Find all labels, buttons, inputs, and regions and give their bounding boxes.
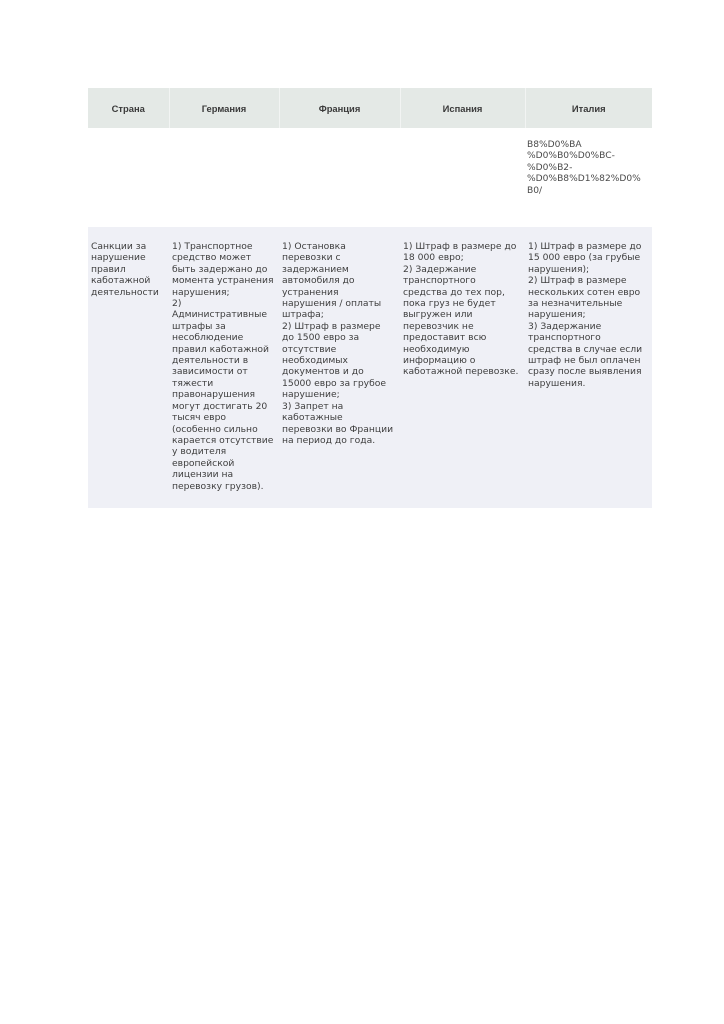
text-line: правонарушения (172, 389, 255, 401)
text-line: штрафы за (172, 320, 226, 332)
text-line: задержанием (282, 263, 349, 275)
text-line: информацию о (403, 355, 476, 367)
row-label-sanctions (88, 227, 169, 508)
text-line: нарушения / оплаты (282, 298, 382, 310)
text-line: 3) Задержание (528, 320, 602, 332)
text-line: у водителя (172, 446, 227, 458)
text-line: 1) Штраф в размере до (403, 241, 517, 252)
text-line: деятельности (91, 286, 159, 298)
text-line: 1) Остановка (282, 241, 346, 252)
cell-germany-sanctions (169, 227, 279, 508)
text-line: 18 000 евро; (403, 252, 464, 264)
url-fragment-cell (525, 128, 652, 227)
cell-italy-sanctions (525, 227, 652, 508)
header-france: Франция (279, 88, 400, 128)
table-row (88, 128, 652, 227)
text-line: нарушение (91, 252, 146, 264)
text-line: тысяч евро (172, 412, 227, 424)
text-line: момента устранения (172, 275, 274, 287)
url-fragment-text (526, 140, 651, 197)
text-line: %D0%B0%D0%BC- (527, 151, 615, 162)
text-line: B8%D0%BA (527, 140, 582, 150)
text-line: правил каботажной (172, 343, 269, 355)
text-line: 3) Запрет на (282, 400, 344, 412)
text-line: перевозку грузов). (172, 480, 264, 492)
text-line: перевозки во Франции (282, 423, 394, 435)
text-line: лицензии на (172, 469, 234, 481)
text-line: перевозчик не (403, 320, 474, 332)
text-line: нескольких сотен евро (528, 286, 641, 298)
text-line: штрафа; (282, 309, 324, 321)
text-line: карается отсутствие (172, 434, 274, 446)
text-line: Санкции за (91, 241, 147, 252)
text-line: пока груз не будет (403, 298, 496, 310)
text-line: документов и до (282, 366, 364, 378)
text-line: 2) Задержание (403, 263, 477, 275)
empty-cell (400, 128, 525, 227)
text-line: каботажной (91, 275, 151, 287)
text-line: 2) (172, 298, 182, 310)
empty-cell (88, 128, 169, 227)
text-line: транспортного (528, 332, 601, 344)
text-line: необходимых (282, 355, 348, 367)
text-line: предоставит всю (403, 332, 487, 344)
text-line: средство может (172, 252, 252, 264)
cell-spain-sanctions (400, 227, 525, 508)
text-line: тяжести (172, 377, 214, 389)
header-country: Страна (88, 88, 169, 128)
text-line: несоблюдение (172, 332, 244, 344)
header-germany: Германия (169, 88, 279, 128)
text-line: (особенно сильно (172, 423, 258, 435)
header-spain: Испания (400, 88, 525, 128)
table-header-row (88, 88, 652, 128)
text-line: нарушения; (528, 309, 586, 321)
text-line: 1) Штраф в размере до (528, 241, 642, 252)
text-line: зависимости от (172, 366, 248, 378)
table-row (88, 227, 652, 508)
text-line: B0/ (527, 185, 543, 196)
text-line: каботажной перевозке. (403, 366, 519, 378)
text-line: необходимую (403, 343, 470, 355)
text-line: до 1500 евро за (282, 332, 360, 344)
empty-cell (169, 128, 279, 227)
text-line: устранения (282, 286, 339, 298)
text-line: нарушения; (172, 286, 230, 298)
empty-cell (279, 128, 400, 227)
text-line: 2) Штраф в размере (282, 320, 381, 332)
text-line: автомобиля до (282, 275, 355, 287)
text-line: нарушения); (528, 263, 590, 275)
text-line: европейской (172, 457, 235, 469)
text-line: средства до тех пор, (403, 286, 505, 298)
text-line: 2) Штраф в размере (528, 275, 627, 287)
text-line: нарушение; (282, 389, 340, 401)
text-line: правил (91, 263, 126, 275)
text-line: выгружен или (403, 309, 473, 321)
text-line: отсутствие (282, 343, 337, 355)
text-line: сразу после выявления (528, 366, 642, 378)
text-line: могут достигать 20 (172, 400, 268, 412)
text-line: на период до года. (282, 434, 376, 446)
text-line: средства в случае если (528, 343, 643, 355)
text-line: 15 000 евро (за грубые (528, 252, 641, 264)
text-line: транспортного (403, 275, 476, 287)
text-line: %D0%B8%D1%82%D0% (527, 174, 641, 185)
text-line: %D0%B2- (527, 162, 573, 173)
cell-france-sanctions (279, 227, 400, 508)
text-line: 15000 евро за грубое (282, 377, 387, 389)
cabotage-sanctions-table (88, 88, 652, 508)
header-italy: Италия (525, 88, 652, 128)
text-line: нарушения. (528, 377, 586, 389)
text-line: быть задержано до (172, 263, 268, 275)
text-line: Административные (172, 309, 268, 321)
text-line: деятельности в (172, 355, 249, 367)
text-line: штраф не был оплачен (528, 355, 641, 367)
text-line: за незначительные (528, 298, 623, 310)
text-line: 1) Транспортное (172, 241, 253, 252)
text-line: каботажные (282, 412, 343, 424)
text-line: перевозки с (282, 252, 341, 264)
